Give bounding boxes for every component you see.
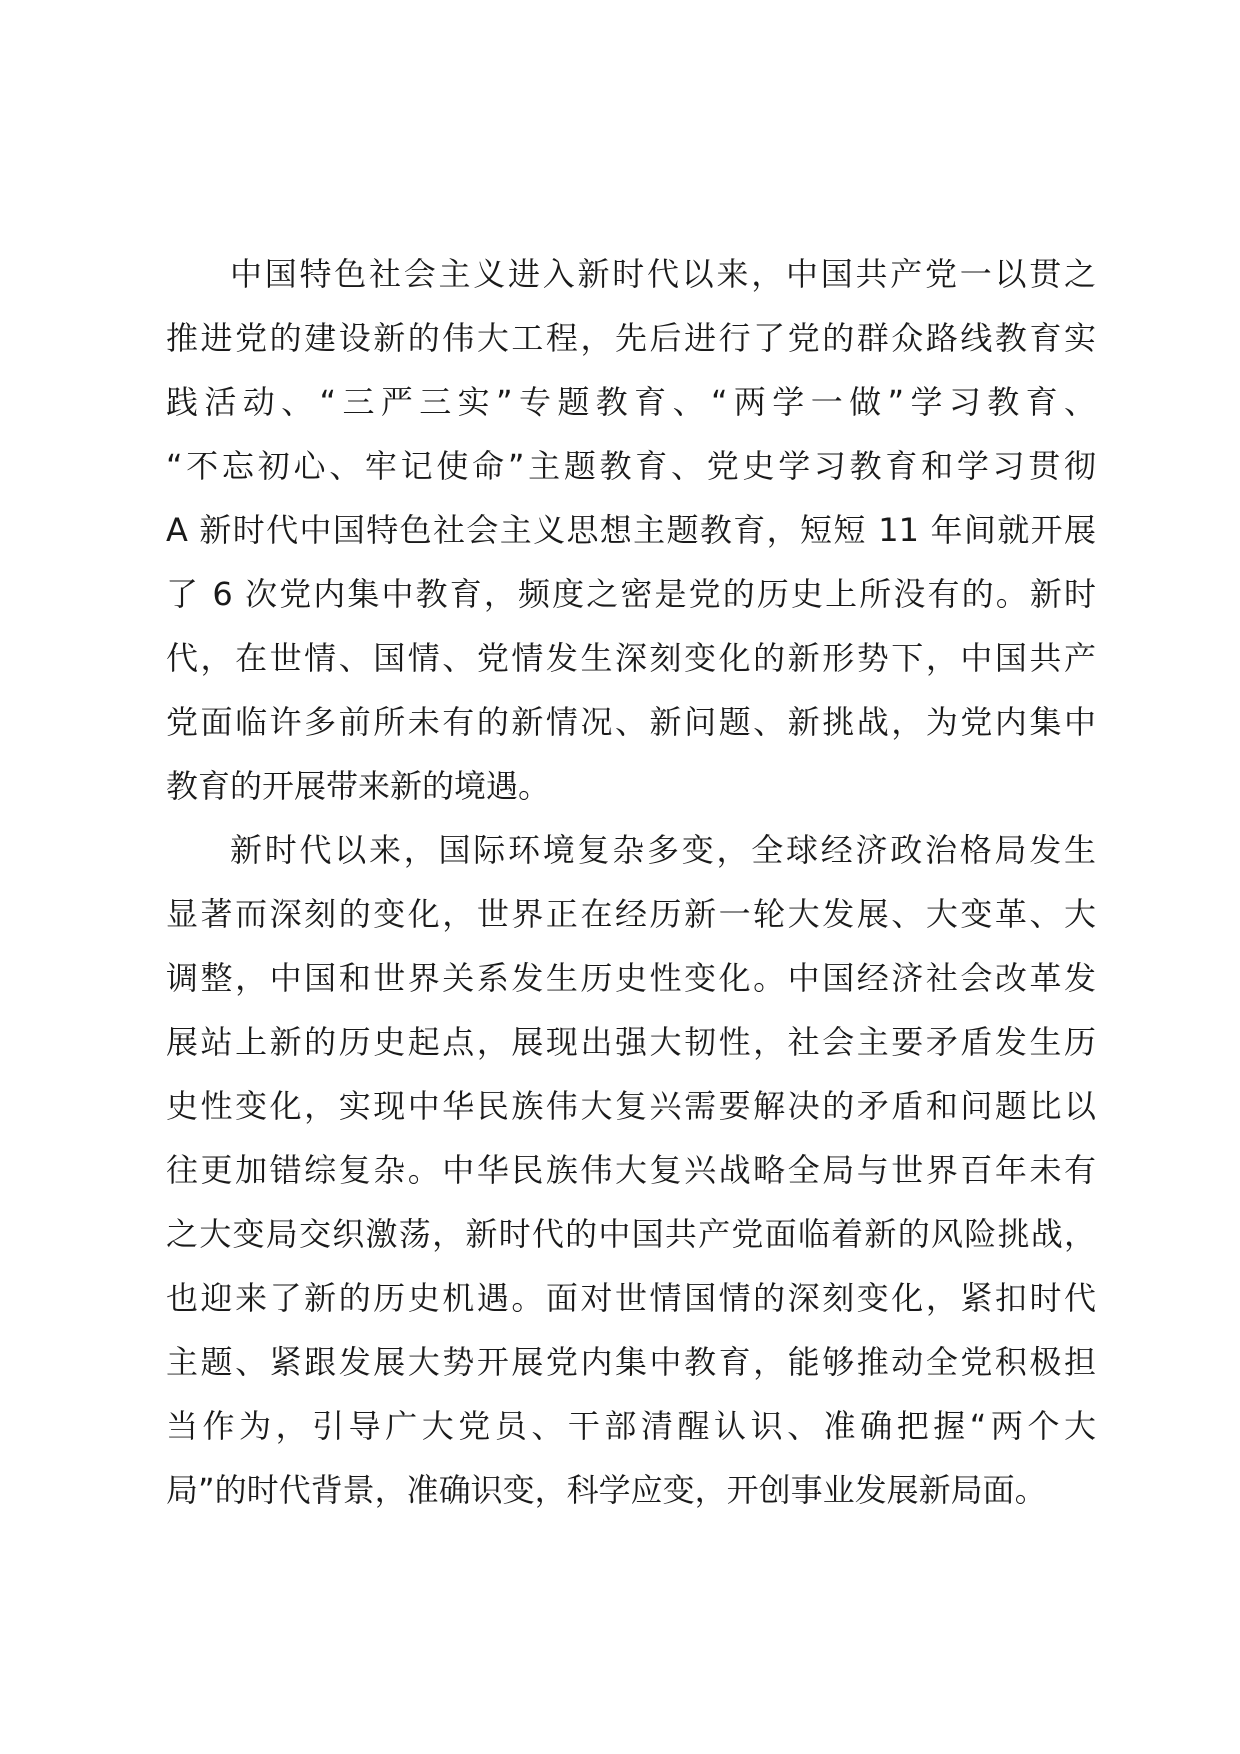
- text-line: 往更加错综复杂。中华民族伟大复兴战略全局与世界百年未有: [166, 1151, 1096, 1189]
- text-line: 史性变化，实现中华民族伟大复兴需要解决的矛盾和问题比以: [166, 1087, 1096, 1125]
- text-line: 局”的时代背景，准确识变，科学应变，开创事业发展新局面。: [166, 1471, 1047, 1509]
- text-line: 主题、紧跟发展大势开展党内集中教育，能够推动全党积极担: [166, 1343, 1096, 1381]
- text-line: 推进党的建设新的伟大工程，先后进行了党的群众路线教育实: [166, 319, 1096, 357]
- text-line: 也迎来了新的历史机遇。面对世情国情的深刻变化，紧扣时代: [166, 1279, 1096, 1317]
- text-line: 展站上新的历史起点，展现出强大韧性，社会主要矛盾发生历: [166, 1023, 1096, 1061]
- text-line: “不忘初心、牢记使命”主题教育、党史学习教育和学习贯彻: [166, 447, 1096, 485]
- text-line: 党面临许多前所未有的新情况、新问题、新挑战，为党内集中: [166, 703, 1096, 741]
- paragraph-1: [166, 242, 1096, 818]
- text-line: 新时代以来，国际环境复杂多变，全球经济政治格局发生: [230, 831, 1096, 869]
- text-line: 显著而深刻的变化，世界正在经历新一轮大发展、大变革、大: [166, 895, 1096, 933]
- text-line: 践活动、“三严三实”专题教育、“两学一做”学习教育、: [166, 383, 1096, 421]
- text-line: 之大变局交织激荡，新时代的中国共产党面临着新的风险挑战，: [166, 1215, 1096, 1253]
- text-line: 调整，中国和世界关系发生历史性变化。中国经济社会改革发: [166, 959, 1096, 997]
- text-line: 教育的开展带来新的境遇。: [166, 767, 551, 805]
- text-line: 中国特色社会主义进入新时代以来，中国共产党一以贯之: [230, 255, 1096, 293]
- paragraph-2: [166, 818, 1096, 1522]
- text-line: A 新时代中国特色社会主义思想主题教育，短短 11 年间就开展: [166, 511, 1096, 549]
- text-line: 当作为，引导广大党员、干部清醒认识、准确把握“两个大: [166, 1407, 1096, 1445]
- body-text: [166, 242, 1096, 1522]
- text-line: 代，在世情、国情、党情发生深刻变化的新形势下，中国共产: [166, 639, 1096, 677]
- text-line: 了 6 次党内集中教育，频度之密是党的历史上所没有的。新时: [166, 575, 1096, 613]
